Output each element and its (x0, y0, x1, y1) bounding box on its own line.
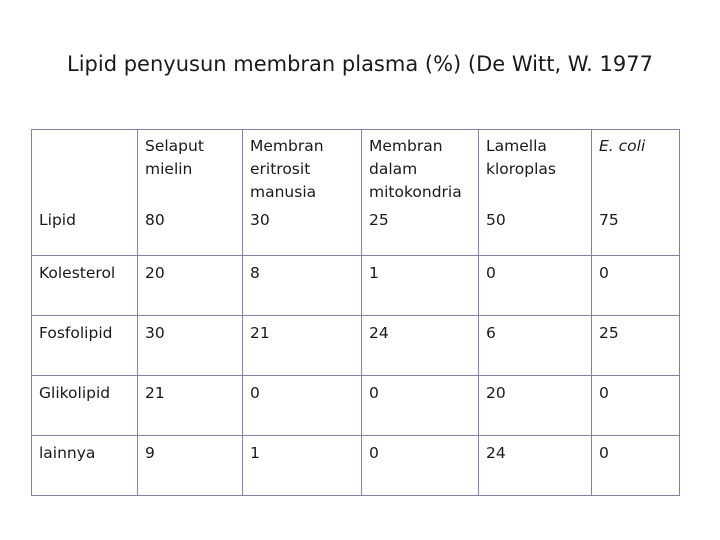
table-cell: 0 (243, 376, 362, 436)
table-cell: 30 (243, 207, 362, 256)
header-cell-lamella-kloroplas (479, 130, 592, 208)
table-cell: 1 (243, 436, 362, 496)
table-cell: 8 (243, 256, 362, 316)
header-cell-e-coli (592, 130, 680, 208)
table-cell: 9 (138, 436, 243, 496)
table-cell: 30 (138, 316, 243, 376)
table-cell: 6 (479, 316, 592, 376)
table-cell: 25 (362, 207, 479, 256)
table-cell: 1 (362, 256, 479, 316)
table-cell: 0 (592, 256, 680, 316)
row-label: Kolesterol (32, 256, 138, 316)
row-label: lainnya (32, 436, 138, 496)
table-row (32, 256, 680, 316)
table-cell: 20 (138, 256, 243, 316)
table-header-row (32, 130, 680, 208)
slide-title: Lipid penyusun membran plasma (%) (De Witt, W. 1977 (67, 52, 653, 76)
table-cell: 25 (592, 316, 680, 376)
table-cell: 24 (362, 316, 479, 376)
header-label: Membran dalam mitokondria (369, 137, 462, 201)
table-row (32, 376, 680, 436)
table-cell: 20 (479, 376, 592, 436)
header-label: Selaput mielin (145, 137, 204, 178)
table-cell: 80 (138, 207, 243, 256)
table-row (32, 207, 680, 256)
table-cell: 0 (362, 436, 479, 496)
header-cell-membran-mitokondria (362, 130, 479, 208)
row-label: Lipid (32, 207, 138, 256)
row-label: Fosfolipid (32, 316, 138, 376)
table-cell: 21 (243, 316, 362, 376)
table-cell: 21 (138, 376, 243, 436)
table-cell: 0 (479, 256, 592, 316)
header-label: Membran eritrosit manusia (250, 137, 324, 201)
table-row (32, 316, 680, 376)
header-label: Lamella kloroplas (486, 137, 556, 178)
table-cell: 50 (479, 207, 592, 256)
header-label: E. coli (599, 137, 646, 155)
table-row (32, 436, 680, 496)
table-cell: 0 (592, 436, 680, 496)
header-corner-cell (32, 130, 138, 208)
header-cell-membran-eritrosit (243, 130, 362, 208)
row-label: Glikolipid (32, 376, 138, 436)
table-cell: 0 (362, 376, 479, 436)
table-cell: 24 (479, 436, 592, 496)
header-cell-selaput-mielin (138, 130, 243, 208)
table-cell: 0 (592, 376, 680, 436)
table-cell: 75 (592, 207, 680, 256)
lipid-composition-table (31, 129, 680, 496)
